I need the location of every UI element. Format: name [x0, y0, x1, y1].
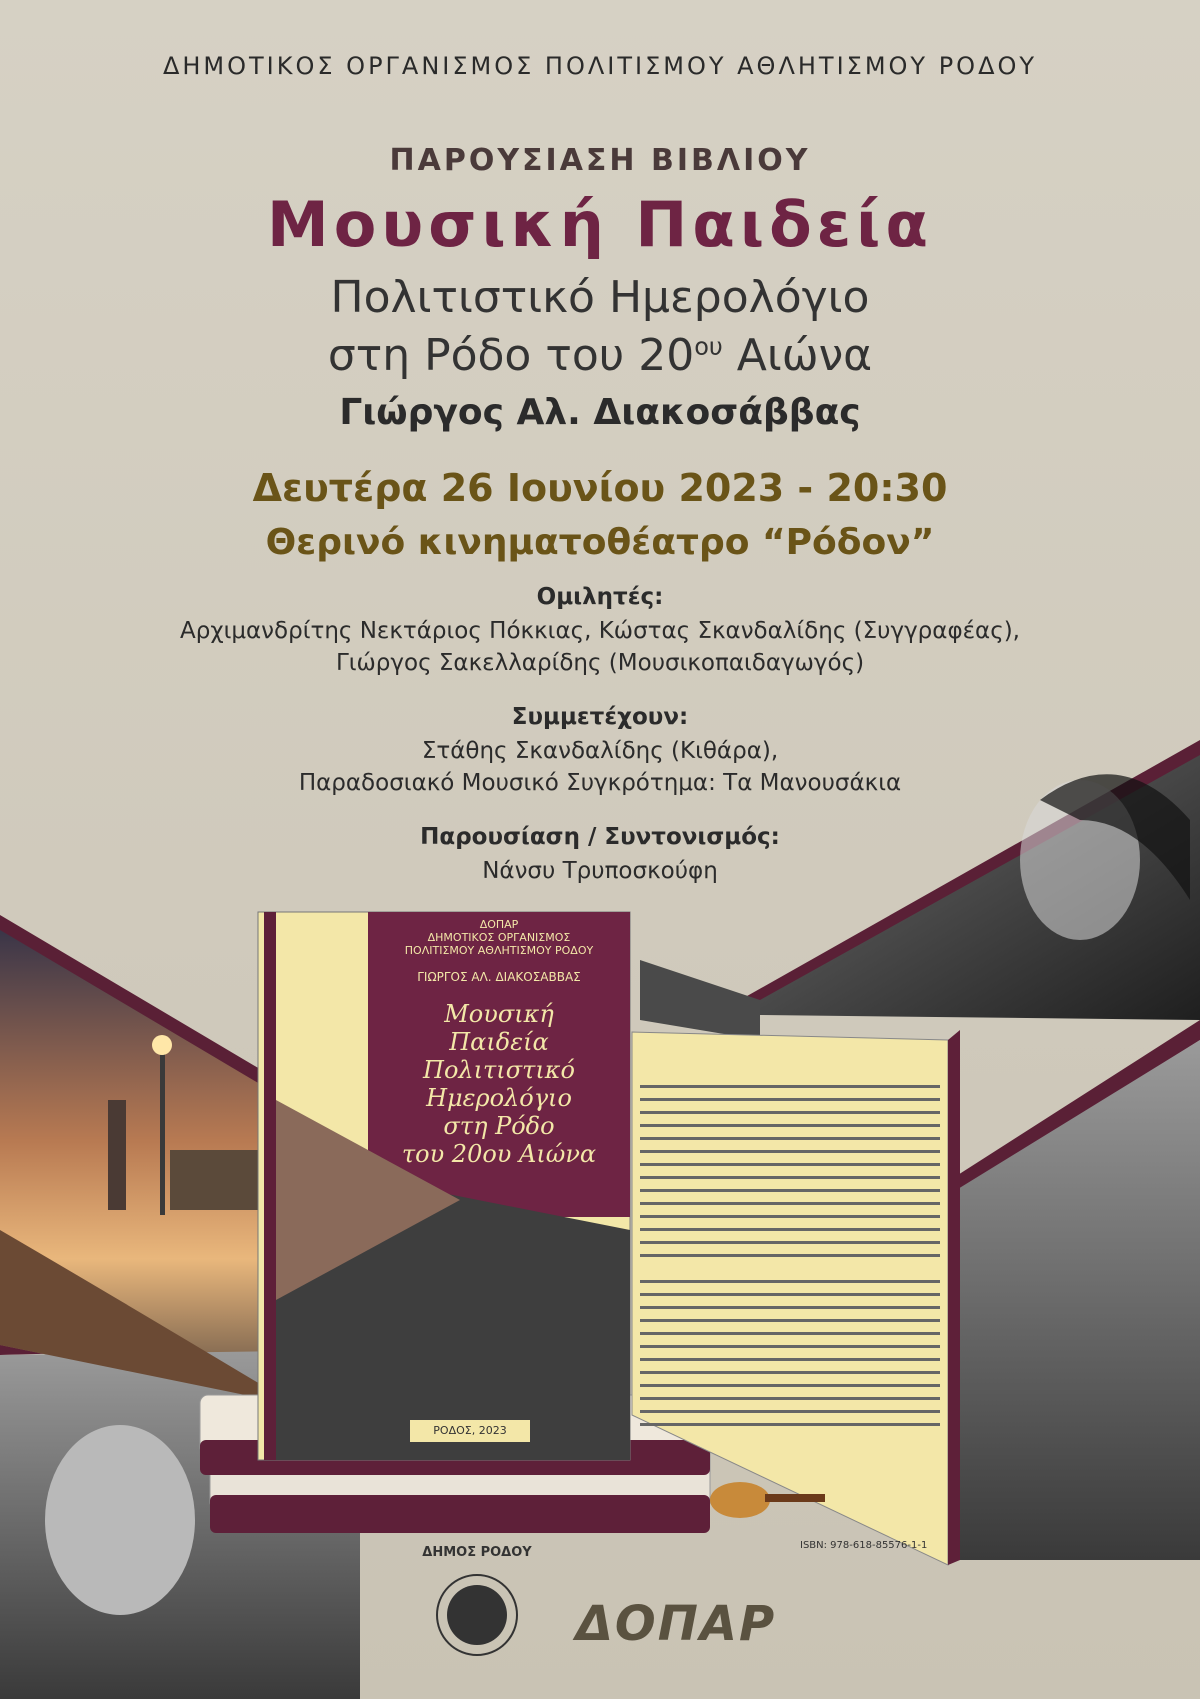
cover-title-l3: Πολιτιστικό — [423, 1056, 575, 1084]
presentation-label: Παρουσίαση / Συντονισμός: — [420, 824, 780, 850]
subtitle-text-end: Αιώνα — [722, 330, 873, 381]
cover-footer: ΡΟΔΟΣ, 2023 — [433, 1424, 507, 1437]
author-name: Γιώργος Αλ. Διακοσάββας — [339, 392, 861, 433]
cover-publisher-l1: ΔΟΠΑΡ — [479, 918, 519, 931]
event-venue: Θερινό κινηματοθέατρο “Ρόδον” — [265, 522, 935, 563]
speakers-line1: Αρχιμανδρίτης Νεκτάριος Πόκκιας, Κώστας Σκανδαλίδης (Συγγραφέας), — [179, 618, 1020, 644]
front-cover-spine — [264, 912, 276, 1460]
old-man-face-shape — [45, 1425, 195, 1615]
organizer-heading: ΔΗΜΟΤΙΚΟΣ ΟΡΓΑΝΙΣΜΟΣ ΠΟΛΙΤΙΣΜΟΥ ΑΘΛΗΤΙΣΜΟΥ ΡΟΔΟΥ — [162, 52, 1038, 80]
event-type: ΠΑΡΟΥΣΙΑΣΗ ΒΙΒΛΙΟΥ — [389, 143, 811, 178]
cover-author: ΓΙΩΡΓΟΣ ΑΛ. ΔΙΑΚΟΣΑΒΒΑΣ — [417, 970, 581, 984]
stacked-book-lower-spine — [210, 1495, 710, 1533]
cover-publisher-l3: ΠΟΛΙΤΙΣΜΟΥ ΑΘΛΗΤΙΣΜΟΥ ΡΟΔΟΥ — [404, 944, 594, 957]
column-shape — [108, 1100, 126, 1210]
cover-title-l2: Παιδεία — [449, 1028, 549, 1056]
speakers-line2: Γιώργος Σακελλαρίδης (Μουσικοπαιδαγωγός) — [335, 650, 865, 676]
isbn-label: ISBN: 978-618-85576-1-1 — [800, 1540, 928, 1551]
cover-title-l1: Μουσική — [444, 1000, 554, 1028]
photo-fragment — [640, 960, 760, 1040]
lamp-light-shape — [152, 1035, 172, 1055]
cover-title-l6: του 20ου Αιώνα — [401, 1140, 597, 1168]
fortress-shape — [170, 1150, 270, 1210]
cover-title-l5: στη Ρόδο — [443, 1112, 555, 1140]
participants-line1: Στάθης Σκανδαλίδης (Κιθάρα), — [421, 738, 779, 764]
back-cover-spine — [948, 1030, 960, 1565]
participants-label: Συμμετέχουν: — [511, 704, 689, 730]
cover-publisher-l2: ΔΗΜΟΤΙΚΟΣ ΟΡΓΑΝΙΣΜΟΣ — [427, 931, 571, 944]
subtitle-text: στη Ρόδο του 20 — [327, 330, 695, 381]
municipality-logo-text: ΔΗΜΟΣ ΡΟΔΟΥ — [422, 1545, 532, 1560]
participants-line2: Παραδοσιακό Μουσικό Συγκρότημα: Τα Μανουσάκια — [298, 770, 902, 796]
subtitle-superscript: ου — [694, 332, 723, 361]
cover-title — [368, 1000, 630, 1168]
helios-head-icon — [447, 1585, 507, 1645]
book-subtitle-line1: Πολιτιστικό Ημερολόγιο — [330, 272, 870, 323]
dopar-logo: ΔΟΠΑΡ — [575, 1596, 777, 1652]
lamp-post-shape — [160, 1045, 165, 1215]
cover-title-l4: Ημερολόγιο — [426, 1084, 572, 1112]
speakers-label: Ομιλητές: — [536, 584, 664, 610]
book-title: Μουσική Παιδεία — [267, 188, 933, 261]
event-date-time: Δευτέρα 26 Ιουνίου 2023 - 20:30 — [252, 466, 948, 510]
cover-publisher — [368, 918, 630, 957]
presenter-name: Νάνσυ Τρυποσκούφη — [482, 858, 718, 884]
